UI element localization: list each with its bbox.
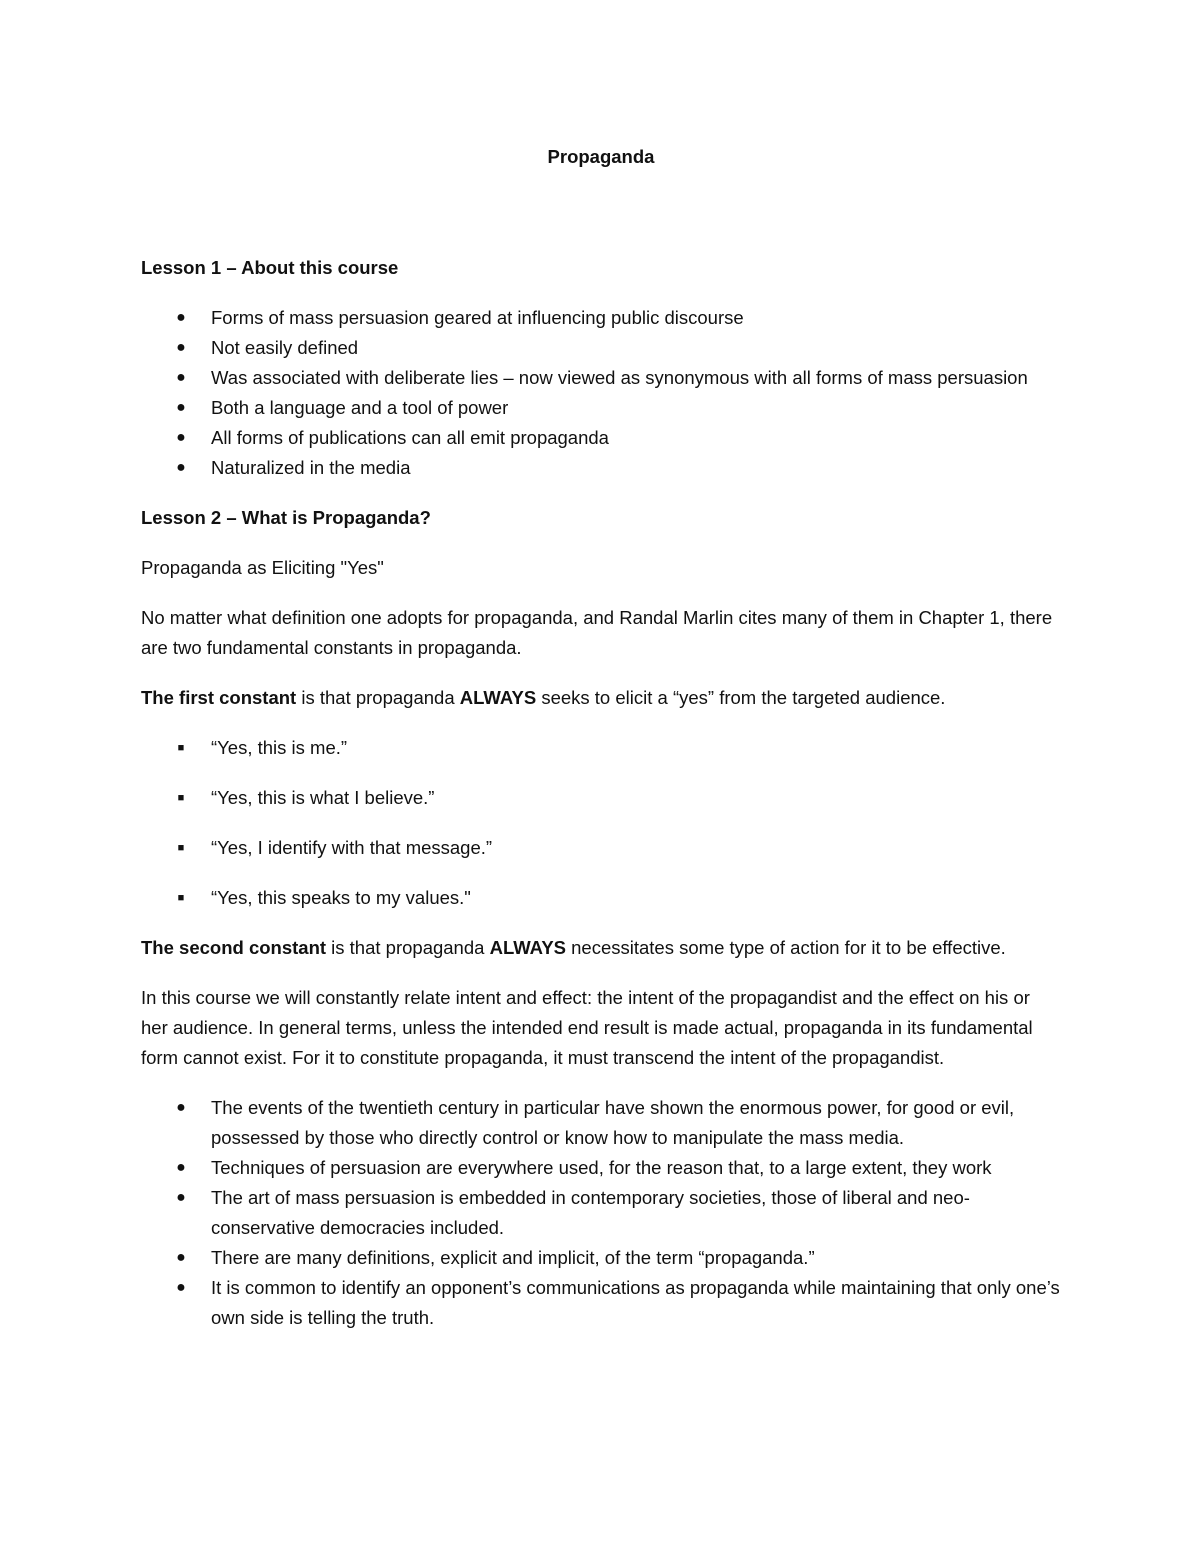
list-item: ● The events of the twentieth century in particular have shown the enormous power, for good or evil, possessed by those who directly control or know how to manipulate the mass media. [141,1093,1061,1153]
first-constant-paragraph: The first constant is that propaganda ALWAYS seeks to elicit a “yes” from the targeted audience. [141,687,946,708]
list-item: ● Naturalized in the media [141,453,1061,483]
spacer [141,483,1061,503]
bullet-icon: ● [176,339,186,356]
lesson-1-bullet-list [141,303,1061,483]
lesson-2-bullet-list [141,1093,1061,1333]
list-item: ● Was associated with deliberate lies – now viewed as synonymous with all forms of mass persuasion [141,363,1061,393]
lesson-2-heading: Lesson 2 – What is Propaganda? [141,507,431,528]
bullet-icon: ● [176,309,186,326]
list-item: ■ “Yes, this is me.” [141,733,1061,763]
square-bullet-icon: ■ [177,842,185,854]
bullet-icon: ● [176,459,186,476]
bullet-icon: ● [176,429,186,446]
bullet-icon: ● [176,369,186,386]
list-item: ● Forms of mass persuasion geared at influencing public discourse [141,303,1061,333]
second-constant-paragraph: The second constant is that propaganda ALWAYS necessitates some type of action for it to be effective. [141,937,1006,958]
square-bullet-icon: ■ [177,892,185,904]
list-item: ● Techniques of persuasion are everywhere used, for the reason that, to a large extent, they work [141,1153,1061,1183]
yes-statements-list [141,733,1061,913]
spacer [141,663,1061,683]
list-item: ● The art of mass persuasion is embedded in contemporary societies, those of liberal and neo-conservative democracies included. [141,1183,1061,1243]
spacer [141,713,1061,733]
bullet-icon: ● [176,1189,186,1206]
list-item: ■ “Yes, this is what I believe.” [141,783,1061,813]
list-item: ■ “Yes, I identify with that message.” [141,833,1061,863]
document-page [141,138,1061,1333]
square-bullet-icon: ■ [177,792,185,804]
lesson-2-subheading: Propaganda as Eliciting "Yes" [141,557,384,578]
spacer [141,1073,1061,1093]
bullet-icon: ● [176,399,186,416]
intro-paragraph: No matter what definition one adopts for propaganda, and Randal Marlin cites many of them in Chapter 1, there are two fundamental constants in propaganda. [141,607,1053,658]
list-item: ● There are many definitions, explicit and implicit, of the term “propaganda.” [141,1243,1061,1273]
intent-paragraph: In this course we will constantly relate intent and effect: the intent of the propagandist and the effect on his or her audience. In general terms, unless the intended end result is made actual, propaganda in its fundamental form cannot exist. For it to constitute propaganda, it must transcend the intent of the propagandist. [141,987,1033,1068]
list-item: ● Not easily defined [141,333,1061,363]
document-title: Propaganda [547,146,655,167]
bullet-icon: ● [176,1099,186,1116]
lesson-1-heading: Lesson 1 – About this course [141,257,399,278]
list-item: ■ “Yes, this speaks to my values." [141,883,1061,913]
list-item: ● It is common to identify an opponent’s communications as propaganda while maintaining that only one’s own side is telling the truth. [141,1273,1061,1333]
spacer [141,583,1061,603]
spacer [141,963,1061,983]
bullet-icon: ● [176,1249,186,1266]
bullet-icon: ● [176,1279,186,1296]
bullet-icon: ● [176,1159,186,1176]
spacer [141,283,1061,303]
list-item: ● Both a language and a tool of power [141,393,1061,423]
square-bullet-icon: ■ [177,742,185,754]
list-item: ● All forms of publications can all emit propaganda [141,423,1061,453]
spacer [141,533,1061,553]
